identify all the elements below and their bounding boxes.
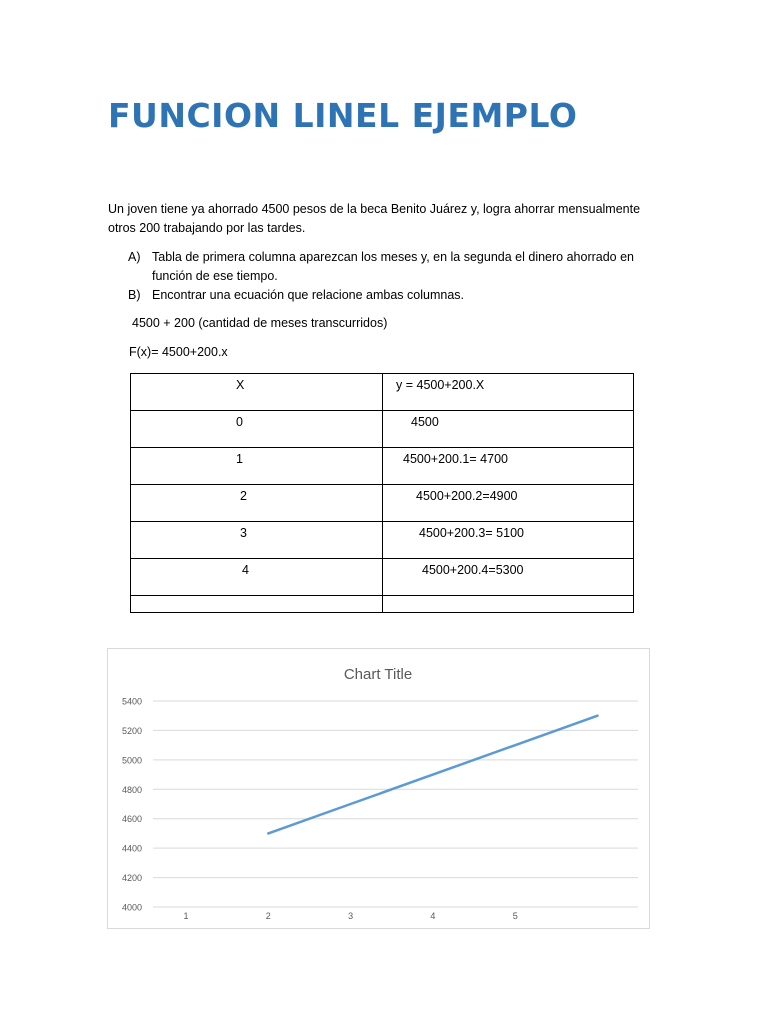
table-cell xyxy=(383,522,634,559)
table-cell xyxy=(383,596,634,613)
y-tick-label: 4000 xyxy=(121,902,142,913)
table-cell xyxy=(131,411,383,448)
table-row xyxy=(131,485,634,522)
table-cell xyxy=(383,485,634,522)
cell-y: 4500 xyxy=(411,415,439,429)
table-header-row xyxy=(131,374,634,411)
y-tick-label: 5400 xyxy=(121,696,142,707)
document-title: FUNCION LINEL EJEMPLO xyxy=(108,96,578,135)
y-tick-label: 4600 xyxy=(121,814,142,825)
x-tick-label: 2 xyxy=(265,911,271,921)
y-tick-label: 4400 xyxy=(121,843,142,854)
table-header-cell xyxy=(131,374,383,411)
values-table xyxy=(130,373,634,613)
problem-statement: Un joven tiene ya ahorrado 4500 pesos de la beca Benito Juárez y, logra ahorrar mensualmente otros 200 trabajando por las tardes. xyxy=(108,202,641,235)
table-row xyxy=(131,559,634,596)
cell-y: 4500+200.2=4900 xyxy=(416,489,518,503)
table-cell xyxy=(131,559,383,596)
function-definition: F(x)= 4500+200.x xyxy=(129,345,228,359)
table-cell xyxy=(383,411,634,448)
list-item-text: Encontrar una ecuación que relacione ambas columnas. xyxy=(152,288,464,302)
cell-y: 4500+200.4=5300 xyxy=(422,563,524,577)
y-tick-label: 4800 xyxy=(121,784,142,795)
series-layer xyxy=(268,716,597,834)
table-row xyxy=(131,522,634,559)
table-cell xyxy=(131,522,383,559)
task-list xyxy=(128,248,648,305)
chart-canvas xyxy=(108,649,649,928)
cell-x: 1 xyxy=(236,452,243,466)
x-tick-label: 5 xyxy=(512,911,518,921)
list-marker: A) xyxy=(128,250,141,264)
cell-y: 4500+200.3= 5100 xyxy=(419,526,524,540)
formula-description: 4500 + 200 (cantidad de meses transcurridos) xyxy=(132,316,388,330)
header-y: y = 4500+200.X xyxy=(396,378,485,392)
y-tick-label: 4200 xyxy=(121,873,142,884)
y-tick-label: 5000 xyxy=(121,755,142,766)
cell-y: 4500+200.1= 4700 xyxy=(403,452,508,466)
table-row xyxy=(131,448,634,485)
y-tick-label: 5200 xyxy=(121,725,142,736)
table-row xyxy=(131,411,634,448)
cell-x: 2 xyxy=(240,489,247,503)
gridlines xyxy=(153,701,638,907)
chart-title: Chart Title xyxy=(343,666,413,683)
list-item-text: Tabla de primera columna aparezcan los meses y, en la segunda el dinero ahorrado en función de ese tiempo. xyxy=(152,250,635,283)
cell-x: 3 xyxy=(240,526,247,540)
line-chart xyxy=(107,648,650,929)
table-cell xyxy=(383,448,634,485)
table-cell xyxy=(131,596,383,613)
table-cell xyxy=(131,485,383,522)
x-tick-label: 4 xyxy=(430,911,436,921)
list-marker: B) xyxy=(128,288,141,302)
list-item-a xyxy=(128,248,648,286)
list-item-b xyxy=(128,286,648,305)
cell-x: 0 xyxy=(236,415,243,429)
table-header-cell xyxy=(383,374,634,411)
table-row-empty xyxy=(131,596,634,613)
cell-x: 4 xyxy=(242,563,249,577)
x-tick-label: 3 xyxy=(348,911,354,921)
table-cell xyxy=(383,559,634,596)
x-tick-label: 1 xyxy=(183,911,189,921)
table-cell xyxy=(131,448,383,485)
header-x: X xyxy=(236,378,245,392)
